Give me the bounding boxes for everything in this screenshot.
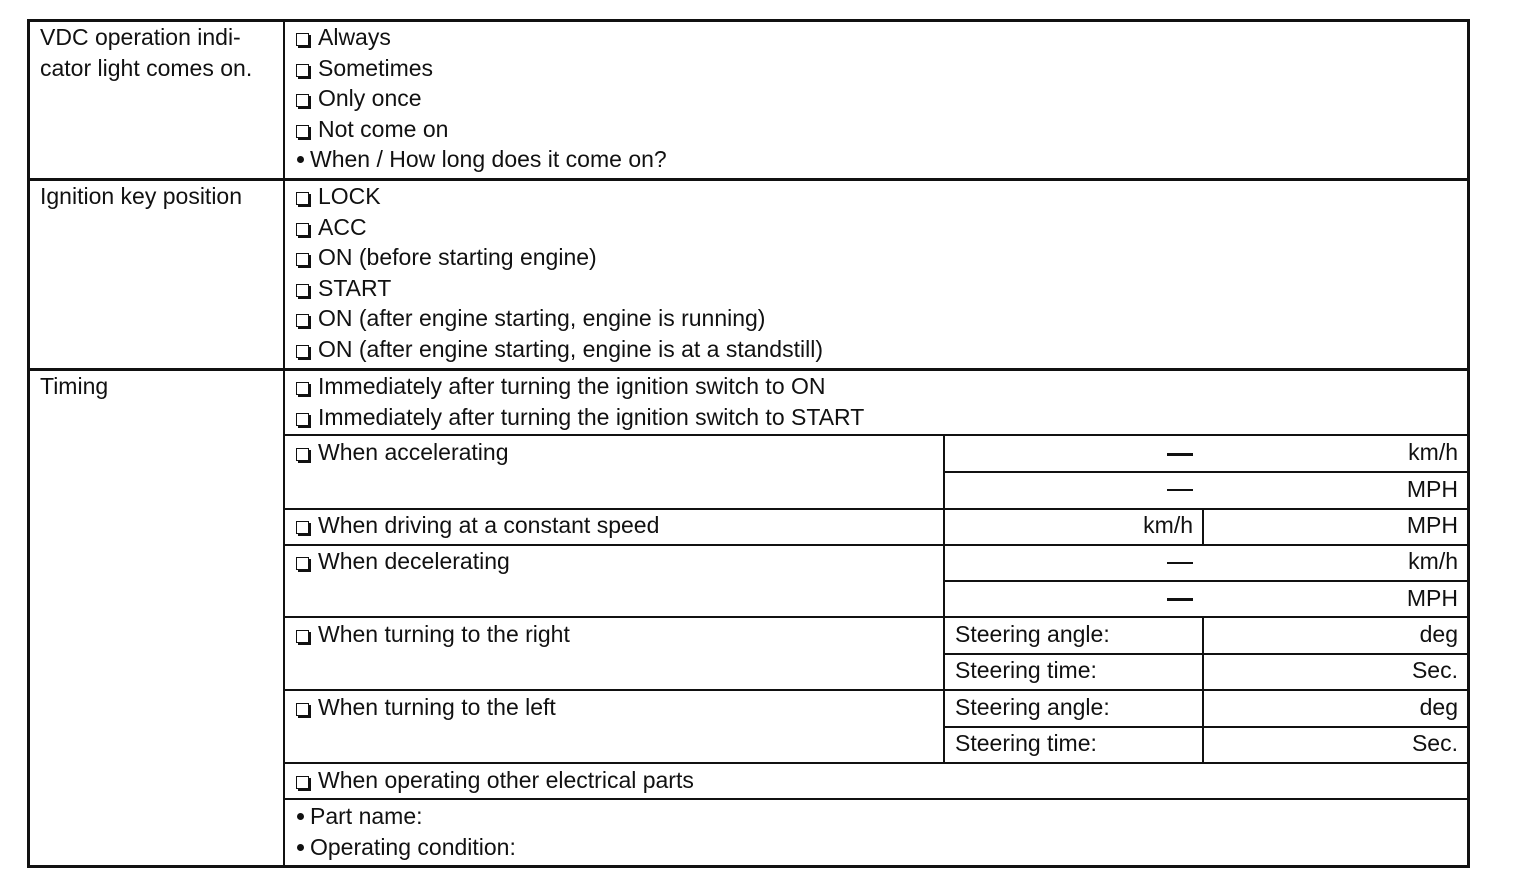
option-sometimes[interactable]: Sometimes [294,53,667,84]
divider-other-part [284,798,1470,800]
accel-unit-kmh: km/h [1408,439,1458,465]
option-always[interactable]: Always [294,22,667,53]
checkbox-icon[interactable] [296,382,309,395]
option-start[interactable]: START [294,273,823,304]
checkbox-icon[interactable] [296,125,309,138]
accel-dash-2 [1167,489,1193,491]
left-steering-time-label: Steering time: [955,730,1097,756]
checkbox-icon[interactable] [296,413,309,426]
column-divider-constant [1202,508,1204,545]
option-on-engine-standstill[interactable]: ON (after engine starting, engine is at a standstill) [294,334,823,365]
checkbox-icon[interactable] [296,557,309,570]
option-after-switch-start[interactable]: Immediately after turning the ignition switch to START [294,402,864,433]
decel-unit-mph: MPH [1406,585,1458,611]
option-after-switch-on[interactable]: Immediately after turning the ignition switch to ON [294,371,864,402]
symptom-label: VDC operation indi- cator light comes on. [40,24,253,81]
left-steering-time-unit: Sec. [1411,730,1458,756]
option-other-electrical-parts[interactable]: When operating other electrical parts [294,765,694,796]
option-on-engine-running[interactable]: ON (after engine starting, engine is running) [294,303,823,334]
checkbox-icon[interactable] [296,703,309,716]
part-name-field[interactable]: Part name: [294,801,516,832]
checkbox-icon[interactable] [296,314,309,327]
checkbox-icon[interactable] [296,192,309,205]
other-parts-details [294,801,516,862]
checkbox-icon[interactable] [296,776,309,789]
divider-decel-units [944,580,1470,582]
option-decelerating[interactable]: When decelerating [294,546,510,577]
option-turning-left[interactable]: When turning to the left [294,692,556,723]
checkbox-icon[interactable] [296,223,309,236]
option-accelerating[interactable]: When accelerating [294,437,509,468]
option-constant-speed[interactable]: When driving at a constant speed [294,510,659,541]
symptom-question: When / How long does it come on? [294,144,667,175]
symptom-options [294,22,667,175]
column-divider-values [943,434,945,763]
option-lock[interactable]: LOCK [294,181,823,212]
operating-condition-field[interactable]: Operating condition: [294,832,516,863]
checkbox-icon[interactable] [296,33,309,46]
timing-after-switch [294,371,864,432]
checkbox-icon[interactable] [296,630,309,643]
checkbox-icon[interactable] [296,253,309,266]
option-turning-right[interactable]: When turning to the right [294,619,570,650]
left-steering-angle-unit: deg [1419,694,1458,720]
column-divider-main [283,19,285,868]
ignition-options [294,181,823,365]
ignition-label: Ignition key position [40,183,243,209]
right-steering-time-unit: Sec. [1411,657,1458,683]
accel-dash-1 [1167,453,1193,456]
right-steering-angle-label: Steering angle: [955,621,1110,647]
option-acc[interactable]: ACC [294,212,823,243]
accel-unit-mph: MPH [1406,476,1458,502]
checkbox-icon[interactable] [296,345,309,358]
decel-dash-1 [1167,562,1193,564]
checkbox-icon[interactable] [296,521,309,534]
bullet-icon [297,844,304,851]
divider-left-other [284,762,1470,764]
right-steering-angle-unit: deg [1419,621,1458,647]
timing-label: Timing [40,373,109,399]
left-steering-angle-label: Steering angle: [955,694,1110,720]
right-steering-time-label: Steering time: [955,657,1097,683]
divider-decel-right [284,616,1470,618]
decel-unit-kmh: km/h [1408,548,1458,574]
divider-right-left [284,689,1470,691]
checkbox-icon[interactable] [296,448,309,461]
option-on-before-start[interactable]: ON (before starting engine) [294,242,823,273]
divider-accel-units [944,471,1470,473]
bullet-icon [297,156,304,163]
option-only-once[interactable]: Only once [294,83,667,114]
column-divider-steering [1202,616,1204,763]
constant-unit-mph: MPH [1406,512,1458,538]
bullet-icon [297,813,304,820]
checkbox-icon[interactable] [296,284,309,297]
decel-dash-2 [1167,598,1193,601]
option-not-come-on[interactable]: Not come on [294,114,667,145]
divider-timing-accel [284,434,1470,436]
checkbox-icon[interactable] [296,94,309,107]
checkbox-icon[interactable] [296,64,309,77]
constant-unit-kmh: km/h [1143,512,1193,538]
